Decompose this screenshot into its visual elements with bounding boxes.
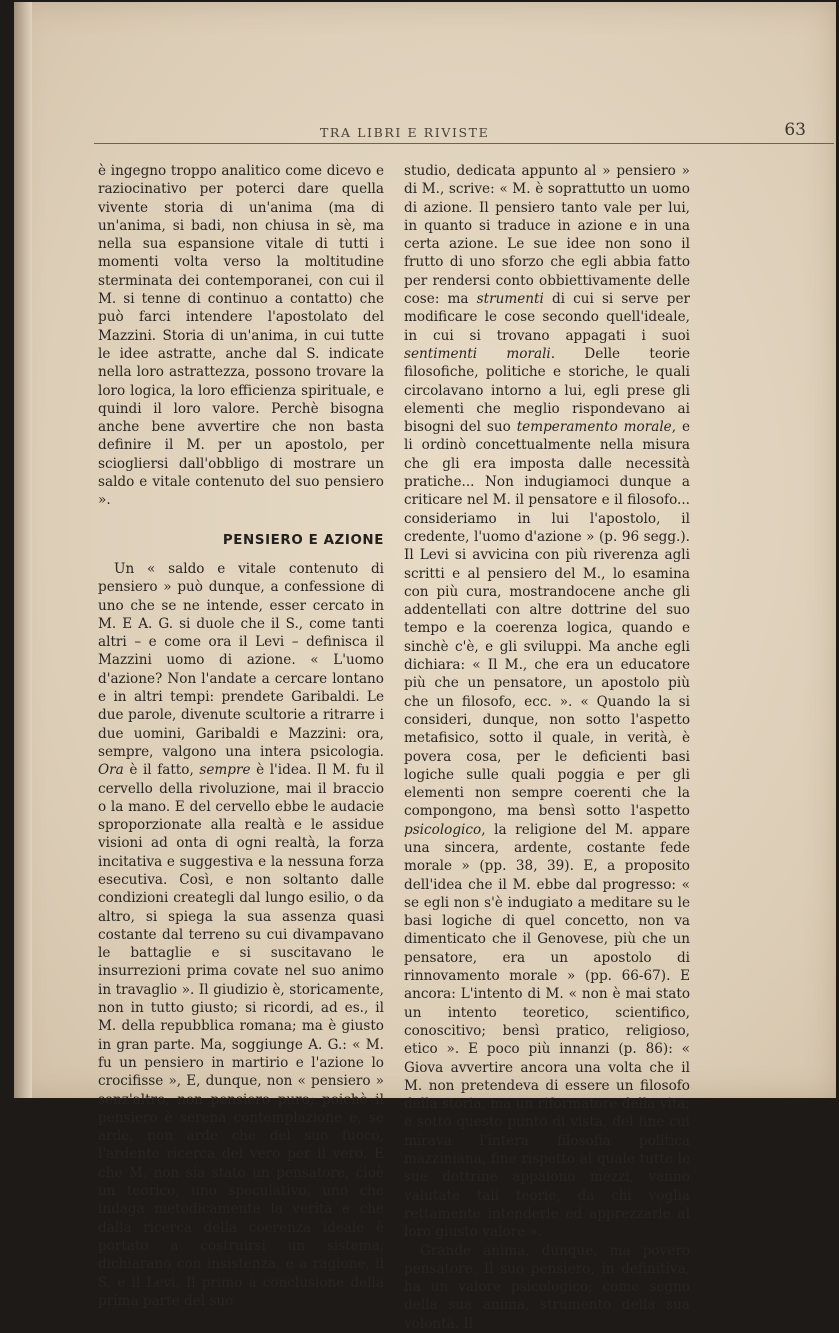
left-column [98,162,384,1310]
right-paragraph-2: Grande anima, dunque, ma povero pensatore. Il suo pensiero, in definitiva, ha un valore psicologico; come segno della sua anima, strumento della sua volontà. Il [404,1242,690,1332]
left-paragraph-1: è ingegno troppo analitico come dicevo e raziocinativo per poterci dare quella vivente storia di un'anima (ma di un'anima, si badi, non chiusa in sè, ma nella sua espansione vitale di tutti i momenti volta verso la moltitudine sterminata dei contemporanei, con cui il M. si tenne di continuo a contatto) che può farci intendere l'apostolato del Mazzini. Storia di un'anima, in cui tutte le idee astratte, anche dal S. indicate nella loro astrattezza, possono trovare la loro logica, la loro efficienza spirituale, e quindi il loro valore. Perchè bisogna anche bene avvertire che non basta definire il M. per un apostolo, per sciogliersi dall'obbligo di mostrare un saldo e vitale contenuto del suo pensiero ». [98,163,384,509]
right-column [404,162,690,1333]
italic-word: strumenti [476,291,544,308]
book-page [14,2,836,1332]
page-number: 63 [784,120,806,140]
right-paragraph-1 [404,162,690,1242]
italic-word: sentimenti morali [404,345,551,362]
text-span: . Delle teorie filosofiche, politiche e storiche, le quali circolavano intorno a lui, egli prese gli elementi che meglio rispondevano ai bisogni del suo [404,345,690,436]
italic-word: sempre [199,762,251,779]
italic-word: psicologico [404,821,482,838]
text-span: di cui si serve per modificare le cose secondo quell'ideale, in cui si trovano appagati i suoi [404,291,690,344]
book-spine [14,2,32,1098]
section-title: PENSIERO E AZIONE [222,532,384,548]
text-span: studio, dedicata appunto al » pensiero » di M., scrive: « M. è soprattutto un uomo di azione. Il pensiero tanto vale per lui, in quanto si traduce in azione e in una certa azione. Le sue idee non sono il frutto di uno sforzo che egli abbia fatto per rendersi conto obbiettivamente delle cose: ma [404,163,690,308]
left-paragraph-2 [98,560,384,1310]
text-span: , la religione del M. appare una sincera, ardente, costante fede morale » (pp. 38, 39). E, a proposito dell'idea che il M. ebbe dal progresso: « se egli non s'è indugiato a meditare su le basi logiche di quel concetto, non va dimenticato che il Genovese, più che un pensatore, era un apostolo di rinnovamento morale » (pp. 66-67). E ancora: L'intento di M. « non è mai stato un intento teoretico, scientifico, conoscitivo; bensì pratico, religioso, etico ». E poco più innanzi (p. 86): « Giova avvertire ancora una volta che il M. non pretendeva di essere un filosofo della storia, ma un riformatore della vita; e sotto questo punto di vista, del fine cui mirava l'intera filosofia politica mazziniana, fine rispetto al quale tutte le sue dottrine appaiono mezzi, vanno valutate tali teorie, da chi voglia rettamente intenderle ed apprezzarle al loro giusto valore ». [404,821,690,1241]
italic-word: temperamento morale [516,419,672,436]
header-rule [94,143,834,144]
text-span: è l'idea. Il M. fu il cervello della rivoluzione, mai il braccio o la mano. E del cervello ebbe le audacie sproporzionate alla realtà e le assidue visioni ad onta di ogni realtà, la forza incitativa e suggestiva e la nessuna forza esecutiva. Così, e non soltanto dalle condizioni creategli dal lungo esilio, o da altro, si spiega la sua assenza quasi costante dal terreno su cui divampavano le battaglie e si suscitavano le insurrezioni prima covate nel suo animo in travaglio ». Il giudizio è, storicamente, non in tutto giusto; si ricordi, ad es., il M. della repubblica romana; ma è giusto in gran parte. Ma, soggiunge A. G.: « M. fu un pensiero in martirio e l'azione lo crocifisse », E, dunque, non « pensiero » senz'altro, non pensiero puro; poichè il pensiero è serena contemplazione e, se arde, non arde che del suo fuoco, l'ardente ricerca del vero per il vero. E che M. non sia stato un pensatore, cioè un teorico, uno speculativo, uno che indaga metodicamente la verità e che dalla ricerca della coerenza ideale è portato a costruirsi un sistema, dichiarano con insistenza, e a ragione, il S. e il Levi. Il primo a conclusione della prima parte del suo [98,762,385,1309]
text-span: Un « saldo e vitale contenuto di pensiero » può dunque, a confessione di uno che se ne intende, esser cercato in M. E A. G. si duole che il S., come tanti altri – e come ora il Levi – definisca il Mazzini uomo di azione. « L'uomo d'azione? Non l'andate a cercare lontano e in altri tempi: prendete Garibaldi. Le due parole, divenute scultorie a ritrarre i due uomini, Garibaldi e Mazzini: ora, sempre, valgono una intera psicologia. [98,560,384,760]
running-head: TRA LIBRI E RIVISTE [320,125,490,140]
text-span: , e li ordinò concettualmente nella misura che gli era imposta dalle necessità pratiche... Non indugiamoci dunque a criticare nel M. il pensatore e il filosofo... consideriamo in lui l'apostolo, il credente, l'uomo d'azione » (p. 96 segg.). Il Levi si avvicina con più riverenza agli scritti e al pensiero del M., lo esamina con più cura, mostrandocene anche gli addentellati con altre dottrine del suo tempo e la coerenza logica, quando e sinchè c'è, e gli sviluppi. Ma anche egli dichiara: « Il M., che era un educatore più che un pensatore, un apostolo più che un filosofo, ecc. ». « Quando la si consideri, dunque, non sotto l'aspetto metafisico, sotto il quale, in verità, è povera cosa, per le deficienti basi logiche sulle quali poggia e per gli elementi non sempre coerenti che la compongono, ma bensì sotto l'aspetto [404,419,690,820]
italic-word: Ora [98,762,124,779]
page-header [94,120,834,146]
text-span: è il fatto, [129,762,194,779]
